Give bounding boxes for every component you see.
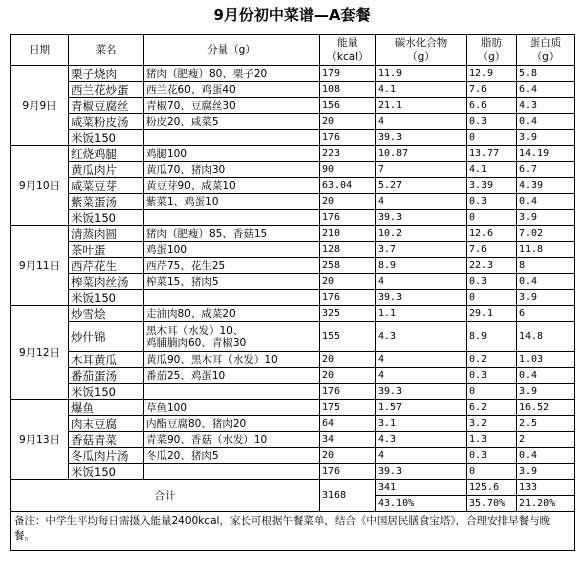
fat-value: 0.3 (467, 448, 517, 464)
date-cell: 9月9日 (11, 66, 69, 146)
ingredients-cell (144, 384, 320, 400)
total-protein-percent: 21.20% (517, 496, 575, 512)
energy-value: 20 (320, 114, 376, 130)
protein-value: 5.8 (517, 66, 575, 82)
ingredients-cell (144, 258, 320, 274)
fat-value: 13.77 (467, 146, 517, 162)
dish-name: 西芹花生 (69, 258, 144, 274)
carb-value: 4.3 (376, 432, 467, 448)
energy-value: 175 (320, 400, 376, 416)
fat-value: 6.2 (467, 400, 517, 416)
table-row (11, 290, 575, 306)
energy-value: 179 (320, 66, 376, 82)
protein-value: 3.9 (517, 130, 575, 146)
dish-name: 肉末豆腐 (69, 416, 144, 432)
header-protein-label: 蛋白质 (529, 37, 562, 49)
protein-value: 0.4 (517, 194, 575, 210)
protein-value: 4.3 (517, 98, 575, 114)
energy-value: 176 (320, 464, 376, 480)
total-label: 合计 (11, 480, 320, 512)
page-title: 9月份初中菜谱—A套餐 (213, 6, 371, 24)
ingredients-cell (144, 82, 320, 98)
table-row (11, 82, 575, 98)
fat-value: 22.3 (467, 258, 517, 274)
header-protein-unit: （g） (531, 51, 560, 63)
date-cell: 9月13日 (11, 400, 69, 480)
table-row (11, 416, 575, 432)
ingredients-cell (144, 66, 320, 82)
carb-value: 4.1 (376, 82, 467, 98)
carb-value: 39.3 (376, 130, 467, 146)
table-row (11, 322, 575, 352)
table-row (11, 306, 575, 322)
carb-value: 39.3 (376, 384, 467, 400)
table-row (11, 352, 575, 368)
fat-value: 4.1 (467, 162, 517, 178)
dish-name: 栗子烧肉 (69, 66, 144, 82)
dish-name: 清蒸肉圆 (69, 226, 144, 242)
ingredients-cell (144, 178, 320, 194)
fat-value: 0.3 (467, 194, 517, 210)
energy-value: 64 (320, 416, 376, 432)
table-row (11, 226, 575, 242)
fat-value: 0.3 (467, 274, 517, 290)
protein-value: 1.03 (517, 352, 575, 368)
carb-value: 11.9 (376, 66, 467, 82)
protein-value: 11.8 (517, 242, 575, 258)
ingredients-line: 榨菜15、猪肉5 (146, 275, 219, 288)
protein-value: 6.4 (517, 82, 575, 98)
dish-name: 米饭150 (69, 210, 144, 226)
ingredients-cell (144, 194, 320, 210)
ingredients-cell (144, 130, 320, 146)
ingredients-cell (144, 242, 320, 258)
protein-value: 3.9 (517, 384, 575, 400)
ingredients-line: 黄瓜90、黑木耳（水发）10 (146, 353, 278, 366)
carb-value: 1.57 (376, 400, 467, 416)
header-fat-unit: （g） (477, 51, 506, 63)
ingredients-line: 粉皮20、咸菜5 (146, 115, 219, 128)
header-fat-label: 脂肪 (481, 37, 502, 49)
table-row (11, 384, 575, 400)
table-row (11, 432, 575, 448)
ingredients-line: 鸡蛋100 (146, 243, 188, 256)
dish-name: 米饭150 (69, 384, 144, 400)
header-dish: 菜名 (69, 35, 144, 66)
energy-value: 176 (320, 210, 376, 226)
protein-value: 2 (517, 432, 575, 448)
energy-value: 90 (320, 162, 376, 178)
carb-value: 10.87 (376, 146, 467, 162)
table-row (11, 162, 575, 178)
carb-value: 5.27 (376, 178, 467, 194)
carb-value: 3.7 (376, 242, 467, 258)
protein-value: 8 (517, 258, 575, 274)
fat-value: 0 (467, 464, 517, 480)
dish-name: 木耳黄瓜 (69, 352, 144, 368)
energy-value: 156 (320, 98, 376, 114)
fat-value: 1.3 (467, 432, 517, 448)
carb-value: 3.1 (376, 416, 467, 432)
carb-value: 4 (376, 368, 467, 384)
total-carb: 341 (376, 480, 467, 496)
header-date: 日期 (11, 35, 69, 66)
ingredients-cell (144, 274, 320, 290)
carb-value: 4 (376, 352, 467, 368)
table-row (11, 130, 575, 146)
total-fat: 125.6 (467, 480, 517, 496)
energy-value: 20 (320, 352, 376, 368)
fat-value: 0.3 (467, 368, 517, 384)
energy-value: 325 (320, 306, 376, 322)
ingredients-cell (144, 114, 320, 130)
header-carb-label: 碳水化合物 (394, 37, 448, 49)
carb-value: 4.3 (376, 322, 467, 352)
protein-value: 0.4 (517, 114, 575, 130)
fat-value: 12.9 (467, 66, 517, 82)
ingredients-cell (144, 322, 320, 352)
dish-name: 冬瓜肉片汤 (69, 448, 144, 464)
dish-name: 米饭150 (69, 130, 144, 146)
protein-value: 4.39 (517, 178, 575, 194)
dish-name: 青椒豆腐丝 (69, 98, 144, 114)
menu-body (11, 66, 575, 480)
header-ingredients: 分量（g） (144, 35, 320, 66)
menu-table (10, 34, 575, 551)
ingredients-cell (144, 226, 320, 242)
ingredients-line: 青菜90、香菇（水发）10 (146, 433, 268, 446)
ingredients-cell (144, 146, 320, 162)
protein-value: 14.8 (517, 322, 575, 352)
ingredients-line: 冬瓜20、猪肉5 (146, 449, 219, 462)
ingredients-line: 猪肉（肥瘦）80、栗子20 (146, 67, 268, 80)
header-energy-unit: （kcal） (326, 51, 369, 63)
date-cell: 9月10日 (11, 146, 69, 226)
protein-value: 2.5 (517, 416, 575, 432)
ingredients-cell (144, 368, 320, 384)
energy-value: 63.04 (320, 178, 376, 194)
ingredients-cell (144, 464, 320, 480)
energy-value: 20 (320, 274, 376, 290)
energy-value: 20 (320, 448, 376, 464)
fat-value: 0 (467, 130, 517, 146)
ingredients-cell (144, 306, 320, 322)
energy-value: 258 (320, 258, 376, 274)
table-row (11, 194, 575, 210)
ingredients-line: 草鱼100 (146, 401, 188, 414)
fat-value: 29.1 (467, 306, 517, 322)
fat-value: 7.6 (467, 242, 517, 258)
dish-name: 红烧鸡腿 (69, 146, 144, 162)
header-energy (320, 35, 376, 66)
ingredients-line: 猪肉（肥瘦）85、香菇15 (146, 227, 268, 240)
table-row (11, 178, 575, 194)
dish-name: 咸菜粉皮汤 (69, 114, 144, 130)
ingredients-cell (144, 400, 320, 416)
dish-name: 爆鱼 (69, 400, 144, 416)
ingredients-cell (144, 432, 320, 448)
ingredients-line: 西兰花60、鸡蛋40 (146, 83, 236, 96)
ingredients-line: 鸡腿100 (146, 147, 188, 160)
ingredients-line: 黄瓜70、猪肉30 (146, 163, 226, 176)
fat-value: 7.6 (467, 82, 517, 98)
carb-value: 39.3 (376, 290, 467, 306)
dish-name: 西兰花炒蛋 (69, 82, 144, 98)
energy-value: 20 (320, 368, 376, 384)
ingredients-cell (144, 210, 320, 226)
ingredients-line: 番茄25、鸡蛋10 (146, 369, 226, 382)
dish-name: 咸菜豆芽 (69, 178, 144, 194)
fat-value: 0.3 (467, 114, 517, 130)
table-row (11, 114, 575, 130)
table-row (11, 210, 575, 226)
header-fat (467, 35, 517, 66)
dish-name: 黄瓜肉片 (69, 162, 144, 178)
note-row (11, 512, 575, 551)
carb-value: 39.3 (376, 210, 467, 226)
dish-name: 紫菜蛋汤 (69, 194, 144, 210)
ingredients-line: 西芹75、花生25 (146, 259, 226, 272)
protein-value: 3.9 (517, 210, 575, 226)
carb-value: 8.9 (376, 258, 467, 274)
energy-value: 128 (320, 242, 376, 258)
dish-name: 茶叶蛋 (69, 242, 144, 258)
fat-value: 3.39 (467, 178, 517, 194)
energy-value: 176 (320, 290, 376, 306)
carb-value: 4 (376, 114, 467, 130)
protein-value: 3.9 (517, 464, 575, 480)
dish-name: 香菇青菜 (69, 432, 144, 448)
fat-value: 0 (467, 290, 517, 306)
table-row (11, 448, 575, 464)
carb-value: 10.2 (376, 226, 467, 242)
fat-value: 12.6 (467, 226, 517, 242)
table-row (11, 400, 575, 416)
dish-name: 米饭150 (69, 464, 144, 480)
energy-value: 210 (320, 226, 376, 242)
fat-value: 0.2 (467, 352, 517, 368)
ingredients-line: 内酯豆腐80、猪肉20 (146, 417, 247, 430)
fat-value: 8.9 (467, 322, 517, 352)
table-row (11, 66, 575, 82)
ingredients-line: 走油肉80、咸菜20 (146, 307, 236, 320)
energy-value: 34 (320, 432, 376, 448)
protein-value: 14.19 (517, 146, 575, 162)
protein-value: 7.02 (517, 226, 575, 242)
ingredients-line: 紫菜1、鸡蛋10 (146, 195, 219, 208)
total-row (11, 480, 575, 496)
energy-value: 155 (320, 322, 376, 352)
dish-name: 榨菜肉丝汤 (69, 274, 144, 290)
ingredients-cell (144, 290, 320, 306)
table-row (11, 258, 575, 274)
dish-name: 炒雪烩 (69, 306, 144, 322)
date-cell: 9月12日 (11, 306, 69, 400)
total-protein: 133 (517, 480, 575, 496)
carb-value: 21.1 (376, 98, 467, 114)
header-carb (376, 35, 467, 66)
protein-value: 3.9 (517, 290, 575, 306)
dish-name: 炒什锦 (69, 322, 144, 352)
dish-name: 番茄蛋汤 (69, 368, 144, 384)
fat-value: 0 (467, 384, 517, 400)
table-row (11, 274, 575, 290)
protein-value: 6 (517, 306, 575, 322)
carb-value: 1.1 (376, 306, 467, 322)
total-fat-percent: 35.70% (467, 496, 517, 512)
ingredients-line: 鸡脯腩肉60、青椒30 (146, 336, 247, 349)
energy-value: 176 (320, 130, 376, 146)
ingredients-cell (144, 448, 320, 464)
carb-value: 4 (376, 274, 467, 290)
fat-value: 0 (467, 210, 517, 226)
ingredients-line: 黄豆芽90、咸菜10 (146, 179, 236, 192)
ingredients-line: 青椒70、豆腐丝30 (146, 99, 236, 112)
fat-value: 3.2 (467, 416, 517, 432)
ingredients-cell (144, 98, 320, 114)
ingredients-cell (144, 416, 320, 432)
ingredients-cell (144, 162, 320, 178)
energy-value: 176 (320, 384, 376, 400)
header-protein (517, 35, 575, 66)
protein-value: 0.4 (517, 274, 575, 290)
total-carb-percent: 43.10% (376, 496, 467, 512)
carb-value: 7 (376, 162, 467, 178)
protein-value: 6.7 (517, 162, 575, 178)
header-energy-label: 能量 (337, 37, 358, 49)
fat-value: 6.6 (467, 98, 517, 114)
table-row (11, 464, 575, 480)
table-row (11, 242, 575, 258)
energy-value: 20 (320, 194, 376, 210)
total-energy: 3168 (320, 480, 376, 512)
energy-value: 108 (320, 82, 376, 98)
header-carb-unit: （g） (407, 51, 435, 63)
protein-value: 0.4 (517, 448, 575, 464)
header-row (11, 35, 575, 66)
dish-name: 米饭150 (69, 290, 144, 306)
note-text: 备注：中学生平均每日需摄入能量2400kcal，家长可根据午餐菜单，结合《中国居民膳食宝塔》，合理安排早餐与晚餐。 (11, 512, 575, 551)
carb-value: 4 (376, 448, 467, 464)
table-row (11, 146, 575, 162)
protein-value: 0.4 (517, 368, 575, 384)
ingredients-line: 黑木耳（水发）10、 (146, 324, 244, 337)
table-row (11, 368, 575, 384)
ingredients-cell (144, 352, 320, 368)
energy-value: 223 (320, 146, 376, 162)
carb-value: 4 (376, 194, 467, 210)
date-cell: 9月11日 (11, 226, 69, 306)
carb-value: 39.3 (376, 464, 467, 480)
protein-value: 16.52 (517, 400, 575, 416)
table-row (11, 98, 575, 114)
